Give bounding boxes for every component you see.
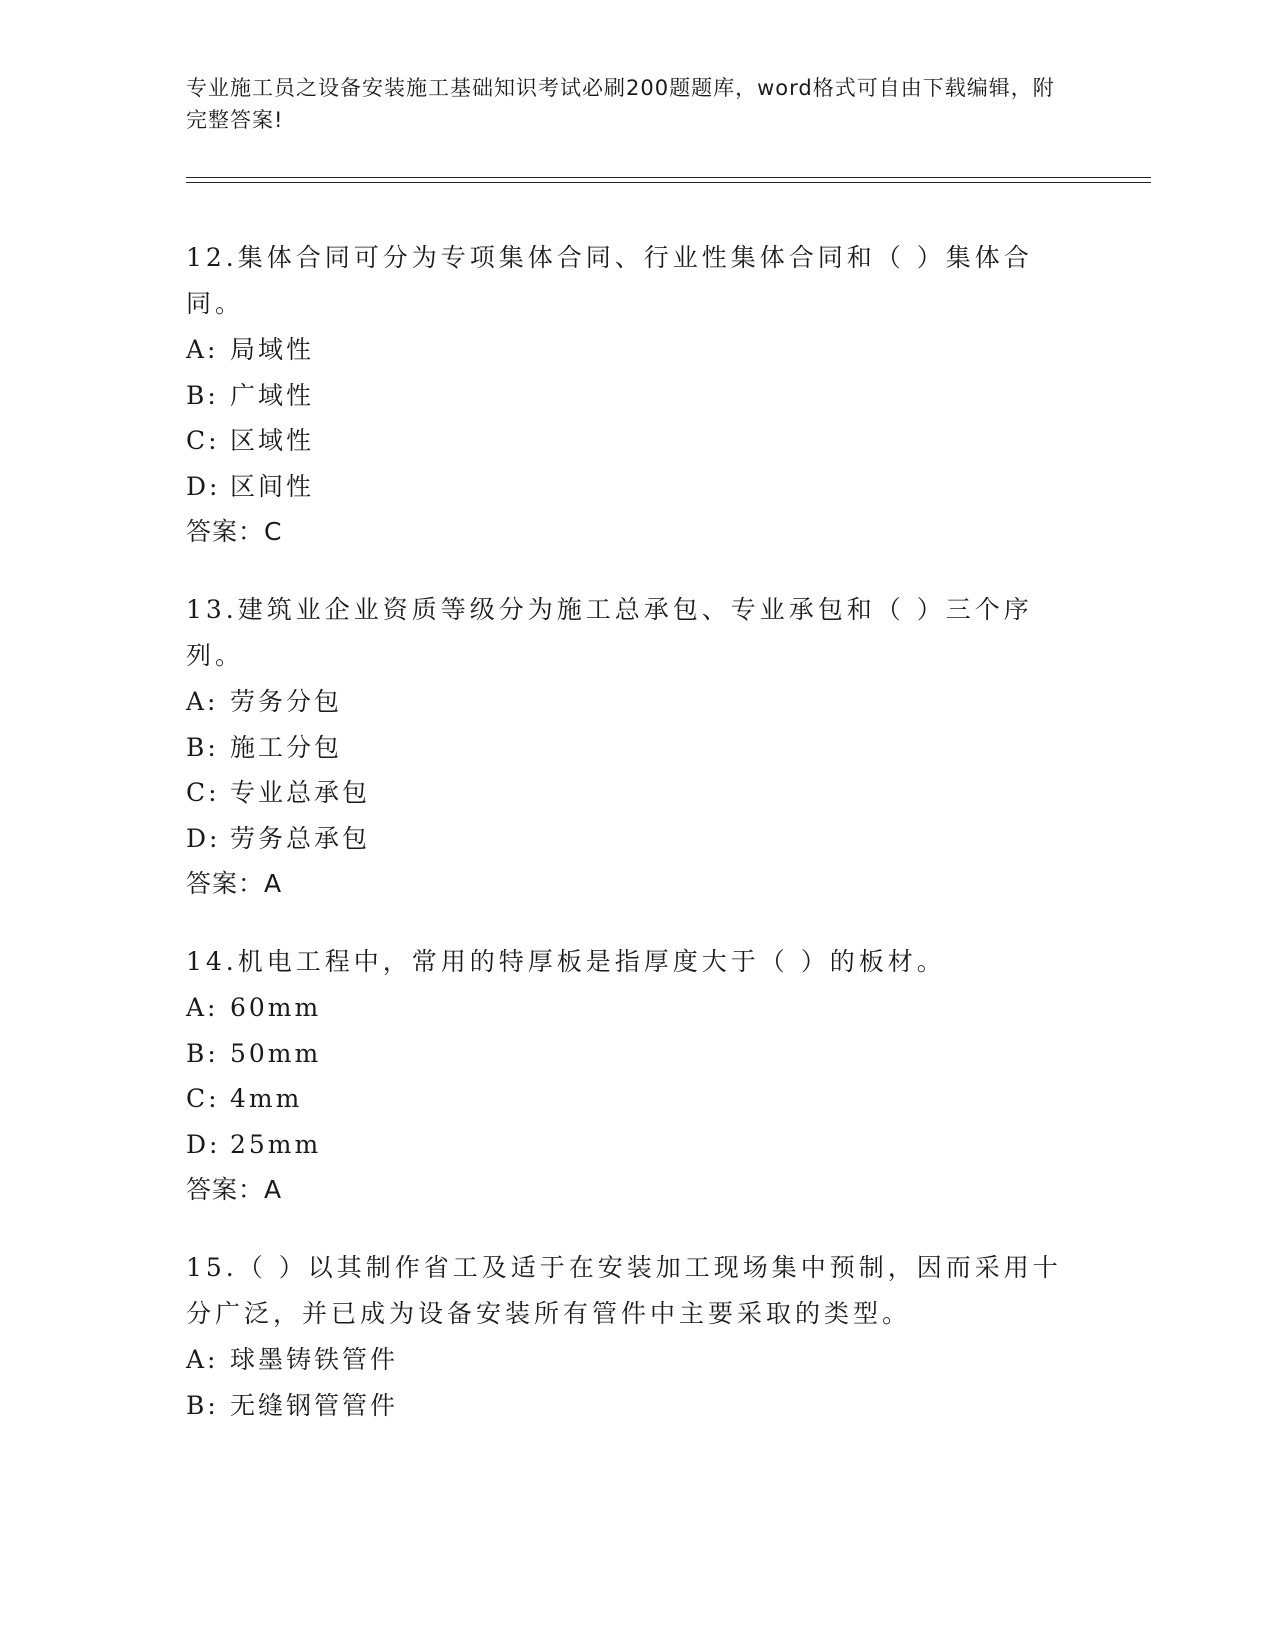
option-text: 25mm <box>230 1129 322 1159</box>
question-13 <box>186 587 1066 907</box>
option-text: 广域性 <box>230 380 315 410</box>
option-key: D: <box>186 823 221 853</box>
option-key: D: <box>186 471 221 501</box>
option-key: B: <box>186 380 219 410</box>
option-c <box>186 418 1066 464</box>
option-text: 4mm <box>230 1084 303 1113</box>
answer-line: 答案：A <box>186 869 283 898</box>
option-text: 区域性 <box>230 426 315 455</box>
option-b <box>186 725 1066 771</box>
answer-line: 答案：A <box>186 1175 283 1204</box>
question-stem: 14.机电工程中，常用的特厚板是指厚度大于（ ）的板材。 <box>186 947 946 976</box>
option-a <box>186 679 1066 725</box>
option-b <box>186 1031 1066 1077</box>
question-stem: 13.建筑业企业资质等级分为施工总承包、专业承包和（ ）三个序列。 <box>186 595 1033 670</box>
option-text: 专业总承包 <box>230 778 371 807</box>
option-key: A: <box>186 1345 219 1374</box>
option-key: B: <box>186 1038 219 1068</box>
header-divider-top <box>186 177 1151 178</box>
option-key: C: <box>186 778 220 807</box>
option-text: 局域性 <box>230 335 315 364</box>
option-text: 球墨铸铁管件 <box>230 1345 399 1374</box>
question-12 <box>186 235 1066 555</box>
answer-line: 答案：C <box>186 517 283 546</box>
question-list <box>186 235 1066 1460</box>
option-d <box>186 1122 1066 1168</box>
option-key: C: <box>186 426 220 455</box>
option-b <box>186 1383 1066 1429</box>
question-stem: 15.（ ）以其制作省工及适于在安装加工现场集中预制，因而采用十分广泛，并已成为设备安装所有管件中主要采取的类型。 <box>186 1253 1062 1328</box>
option-a <box>186 1337 1066 1383</box>
option-key: C: <box>186 1084 220 1113</box>
option-b <box>186 373 1066 419</box>
option-c <box>186 770 1066 816</box>
question-stem: 12.集体合同可分为专项集体合同、行业性集体合同和（ ）集体合同。 <box>186 243 1033 318</box>
document-header: 专业施工员之设备安装施工基础知识考试必刷200题题库，word格式可自由下载编辑，附完整答案! <box>186 76 1055 132</box>
option-key: B: <box>186 1390 219 1420</box>
option-key: B: <box>186 732 219 762</box>
option-text: 60mm <box>230 993 322 1022</box>
option-text: 劳务分包 <box>230 687 343 716</box>
question-15 <box>186 1245 1066 1428</box>
option-a <box>186 985 1066 1031</box>
option-text: 劳务总承包 <box>230 823 371 853</box>
option-text: 区间性 <box>230 471 315 501</box>
option-d <box>186 816 1066 862</box>
option-c <box>186 1076 1066 1122</box>
question-14 <box>186 939 1066 1213</box>
option-d <box>186 464 1066 510</box>
option-key: A: <box>186 993 219 1022</box>
option-text: 施工分包 <box>230 732 343 762</box>
option-a <box>186 327 1066 373</box>
header-divider-bottom <box>186 182 1151 183</box>
option-key: A: <box>186 335 219 364</box>
option-key: D: <box>186 1129 221 1159</box>
option-key: A: <box>186 687 219 716</box>
option-text: 50mm <box>230 1038 322 1068</box>
option-text: 无缝钢管管件 <box>230 1390 399 1420</box>
